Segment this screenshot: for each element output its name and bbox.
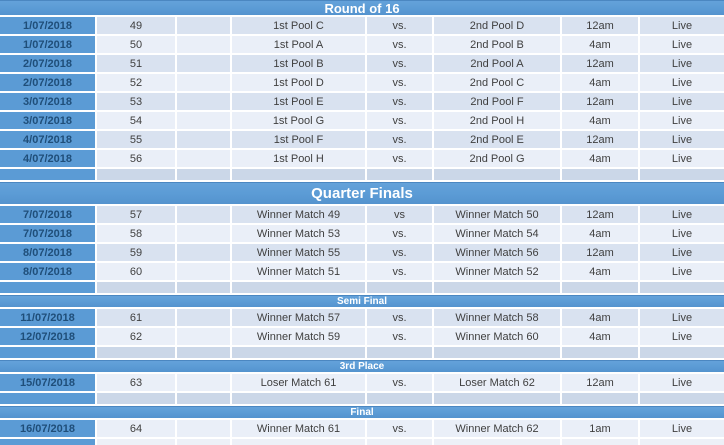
match-row <box>0 150 724 167</box>
match-row <box>0 263 724 280</box>
away-team-cell <box>434 393 560 404</box>
away-team-cell: Winner Match 54 <box>434 225 560 242</box>
home-team-cell <box>232 347 365 358</box>
match-number-cell: 56 <box>97 150 175 167</box>
date-cell: 2/07/2018 <box>0 74 95 91</box>
match-number-cell <box>97 282 175 293</box>
live-status-cell: Live <box>640 74 724 91</box>
live-status-cell: Live <box>640 150 724 167</box>
away-team-cell: 2nd Pool C <box>434 74 560 91</box>
blank-cell <box>177 282 230 293</box>
away-team-cell: Winner Match 62 <box>434 420 560 437</box>
date-cell <box>0 347 95 358</box>
vs-cell: vs. <box>367 131 432 148</box>
vs-cell: vs. <box>367 55 432 72</box>
time-cell <box>562 282 638 293</box>
match-row <box>0 328 724 345</box>
home-team-cell: Winner Match 53 <box>232 225 365 242</box>
home-team-cell: Winner Match 57 <box>232 309 365 326</box>
vs-cell: vs. <box>367 309 432 326</box>
vs-cell: vs <box>367 206 432 223</box>
vs-cell: vs. <box>367 328 432 345</box>
section-header-final <box>0 406 724 418</box>
date-cell: 7/07/2018 <box>0 206 95 223</box>
away-team-cell <box>434 282 560 293</box>
time-cell: 12am <box>562 206 638 223</box>
away-team-cell: Winner Match 58 <box>434 309 560 326</box>
time-cell: 12am <box>562 55 638 72</box>
time-cell: 4am <box>562 328 638 345</box>
match-row <box>0 131 724 148</box>
home-team-cell: Winner Match 59 <box>232 328 365 345</box>
section-title: Quarter Finals <box>311 185 413 202</box>
time-cell: 4am <box>562 263 638 280</box>
blank-cell <box>177 112 230 129</box>
time-cell <box>562 169 638 180</box>
blank-cell <box>177 263 230 280</box>
match-number-cell: 59 <box>97 244 175 261</box>
live-status-cell: Live <box>640 17 724 34</box>
blank-cell <box>177 225 230 242</box>
home-team-cell <box>232 393 365 404</box>
away-team-cell: Winner Match 60 <box>434 328 560 345</box>
section-title: Final <box>350 407 374 418</box>
blank-cell <box>177 55 230 72</box>
time-cell: 4am <box>562 112 638 129</box>
blank-cell <box>177 93 230 110</box>
home-team-cell: 1st Pool G <box>232 112 365 129</box>
away-team-cell: 2nd Pool E <box>434 131 560 148</box>
away-team-cell <box>434 169 560 180</box>
time-cell: 12am <box>562 93 638 110</box>
blank-cell <box>177 150 230 167</box>
date-cell: 15/07/2018 <box>0 374 95 391</box>
home-team-cell <box>232 439 365 445</box>
live-status-cell <box>640 393 724 404</box>
spacer-row <box>0 393 724 404</box>
section-title: Round of 16 <box>324 0 400 16</box>
live-status-cell: Live <box>640 206 724 223</box>
home-team-cell: Winner Match 55 <box>232 244 365 261</box>
match-row <box>0 17 724 34</box>
home-team-cell: 1st Pool H <box>232 150 365 167</box>
date-cell: 2/07/2018 <box>0 55 95 72</box>
time-cell: 12am <box>562 374 638 391</box>
home-team-cell: 1st Pool D <box>232 74 365 91</box>
blank-cell <box>177 420 230 437</box>
blank-cell <box>177 36 230 53</box>
match-number-cell: 61 <box>97 309 175 326</box>
vs-cell: vs. <box>367 74 432 91</box>
match-row <box>0 225 724 242</box>
vs-cell <box>367 439 432 445</box>
partial-row <box>0 439 724 445</box>
away-team-cell <box>434 347 560 358</box>
time-cell: 1am <box>562 420 638 437</box>
blank-cell <box>177 17 230 34</box>
date-cell <box>0 282 95 293</box>
match-row <box>0 93 724 110</box>
home-team-cell: 1st Pool A <box>232 36 365 53</box>
time-cell: 12am <box>562 17 638 34</box>
live-status-cell: Live <box>640 55 724 72</box>
vs-cell: vs. <box>367 263 432 280</box>
time-cell: 4am <box>562 36 638 53</box>
date-cell: 8/07/2018 <box>0 263 95 280</box>
home-team-cell: Winner Match 49 <box>232 206 365 223</box>
match-number-cell <box>97 439 175 445</box>
match-number-cell: 50 <box>97 36 175 53</box>
date-cell: 7/07/2018 <box>0 225 95 242</box>
vs-cell: vs. <box>367 150 432 167</box>
live-status-cell: Live <box>640 93 724 110</box>
away-team-cell: Winner Match 56 <box>434 244 560 261</box>
date-cell: 4/07/2018 <box>0 131 95 148</box>
blank-cell <box>177 328 230 345</box>
date-cell: 8/07/2018 <box>0 244 95 261</box>
match-row <box>0 36 724 53</box>
live-status-cell: Live <box>640 131 724 148</box>
away-team-cell: 2nd Pool A <box>434 55 560 72</box>
time-cell: 4am <box>562 150 638 167</box>
match-number-cell: 49 <box>97 17 175 34</box>
match-number-cell: 55 <box>97 131 175 148</box>
live-status-cell: Live <box>640 263 724 280</box>
away-team-cell: Winner Match 52 <box>434 263 560 280</box>
vs-cell <box>367 169 432 180</box>
home-team-cell: Winner Match 61 <box>232 420 365 437</box>
blank-cell <box>177 74 230 91</box>
live-status-cell: Live <box>640 374 724 391</box>
home-team-cell: 1st Pool C <box>232 17 365 34</box>
blank-cell <box>177 206 230 223</box>
blank-cell <box>177 244 230 261</box>
live-status-cell: Live <box>640 309 724 326</box>
section-header-round-of-16 <box>0 0 724 15</box>
away-team-cell: Loser Match 62 <box>434 374 560 391</box>
vs-cell: vs. <box>367 17 432 34</box>
away-team-cell: 2nd Pool F <box>434 93 560 110</box>
section-header-3rd-place <box>0 360 724 372</box>
time-cell: 4am <box>562 309 638 326</box>
vs-cell <box>367 347 432 358</box>
live-status-cell: Live <box>640 225 724 242</box>
blank-cell <box>177 169 230 180</box>
match-number-cell: 64 <box>97 420 175 437</box>
match-number-cell: 54 <box>97 112 175 129</box>
vs-cell: vs. <box>367 112 432 129</box>
vs-cell <box>367 393 432 404</box>
section-header-semi-final <box>0 295 724 307</box>
date-cell: 1/07/2018 <box>0 36 95 53</box>
away-team-cell: 2nd Pool G <box>434 150 560 167</box>
date-cell <box>0 169 95 180</box>
time-cell: 12am <box>562 244 638 261</box>
date-cell: 3/07/2018 <box>0 93 95 110</box>
spacer-row <box>0 282 724 293</box>
home-team-cell: Loser Match 61 <box>232 374 365 391</box>
match-number-cell <box>97 169 175 180</box>
time-cell: 12am <box>562 131 638 148</box>
match-number-cell: 60 <box>97 263 175 280</box>
home-team-cell <box>232 282 365 293</box>
date-cell: 4/07/2018 <box>0 150 95 167</box>
vs-cell: vs. <box>367 93 432 110</box>
date-cell: 11/07/2018 <box>0 309 95 326</box>
spacer-row <box>0 169 724 180</box>
live-status-cell <box>640 439 724 445</box>
time-cell: 4am <box>562 74 638 91</box>
away-team-cell: Winner Match 50 <box>434 206 560 223</box>
date-cell: 1/07/2018 <box>0 17 95 34</box>
section-title: 3rd Place <box>339 361 385 372</box>
blank-cell <box>177 347 230 358</box>
match-row <box>0 374 724 391</box>
live-status-cell <box>640 169 724 180</box>
date-cell: 3/07/2018 <box>0 112 95 129</box>
blank-cell <box>177 374 230 391</box>
date-cell: 12/07/2018 <box>0 328 95 345</box>
match-row <box>0 74 724 91</box>
match-row <box>0 206 724 223</box>
date-cell <box>0 393 95 404</box>
away-team-cell: 2nd Pool H <box>434 112 560 129</box>
match-number-cell: 62 <box>97 328 175 345</box>
vs-cell: vs. <box>367 374 432 391</box>
away-team-cell: 2nd Pool B <box>434 36 560 53</box>
spacer-row <box>0 347 724 358</box>
vs-cell <box>367 282 432 293</box>
match-row <box>0 420 724 437</box>
match-number-cell: 58 <box>97 225 175 242</box>
blank-cell <box>177 309 230 326</box>
home-team-cell: 1st Pool E <box>232 93 365 110</box>
home-team-cell: 1st Pool B <box>232 55 365 72</box>
match-number-cell: 53 <box>97 93 175 110</box>
live-status-cell: Live <box>640 420 724 437</box>
home-team-cell <box>232 169 365 180</box>
date-cell <box>0 439 95 445</box>
live-status-cell: Live <box>640 112 724 129</box>
away-team-cell <box>434 439 560 445</box>
live-status-cell: Live <box>640 244 724 261</box>
live-status-cell: Live <box>640 328 724 345</box>
match-row <box>0 309 724 326</box>
live-status-cell <box>640 282 724 293</box>
vs-cell: vs. <box>367 225 432 242</box>
match-row <box>0 244 724 261</box>
time-cell <box>562 393 638 404</box>
home-team-cell: Winner Match 51 <box>232 263 365 280</box>
match-number-cell: 57 <box>97 206 175 223</box>
blank-cell <box>177 439 230 445</box>
match-number-cell: 52 <box>97 74 175 91</box>
vs-cell: vs. <box>367 244 432 261</box>
vs-cell: vs. <box>367 420 432 437</box>
date-cell: 16/07/2018 <box>0 420 95 437</box>
match-number-cell: 63 <box>97 374 175 391</box>
home-team-cell: 1st Pool F <box>232 131 365 148</box>
match-row <box>0 112 724 129</box>
blank-cell <box>177 131 230 148</box>
vs-cell: vs. <box>367 36 432 53</box>
match-number-cell: 51 <box>97 55 175 72</box>
time-cell <box>562 347 638 358</box>
match-row <box>0 55 724 72</box>
live-status-cell: Live <box>640 36 724 53</box>
section-title: Semi Final <box>336 296 387 307</box>
blank-cell <box>177 393 230 404</box>
match-number-cell <box>97 393 175 404</box>
section-header-quarter-finals <box>0 182 724 204</box>
time-cell: 4am <box>562 225 638 242</box>
time-cell <box>562 439 638 445</box>
live-status-cell <box>640 347 724 358</box>
match-number-cell <box>97 347 175 358</box>
away-team-cell: 2nd Pool D <box>434 17 560 34</box>
